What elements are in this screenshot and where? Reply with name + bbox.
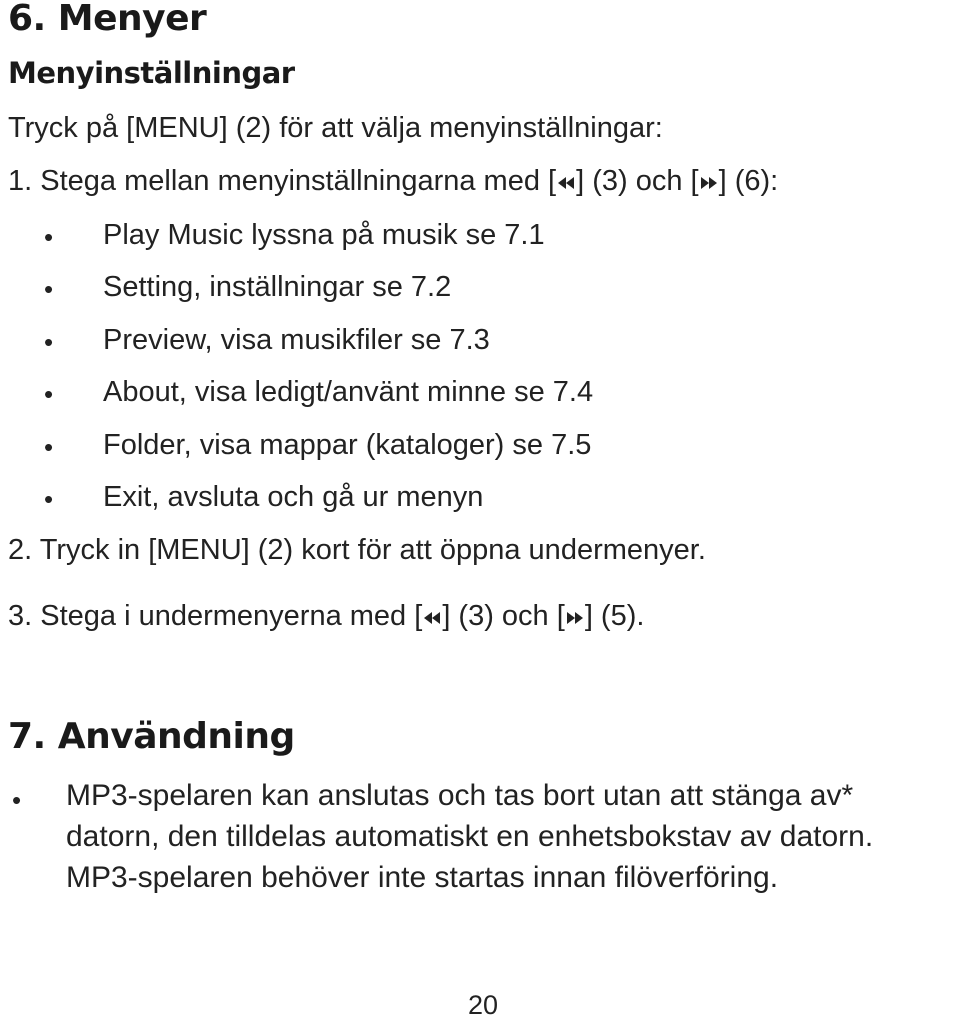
bullet-dot: • (44, 222, 54, 252)
bullet-dot: • (44, 432, 54, 462)
step-3-text-b: ] (3) och [ (442, 600, 565, 632)
usage-line-1: MP3-spelaren kan anslutas och tas bort utan att stänga av* (66, 779, 854, 812)
section-7-title: 7. Användning (8, 716, 295, 757)
menu-item-folder: Folder, visa mappar (kataloger) se 7.5 (103, 429, 592, 461)
rewind-icon (557, 174, 575, 192)
menu-item-play-music: Play Music lyssna på musik se 7.1 (103, 219, 545, 251)
step-1-text-a: 1. Stega mellan menyinställningarna med [ (8, 165, 557, 197)
step-3 (8, 600, 644, 633)
step-1 (8, 165, 778, 198)
fast-forward-icon (566, 609, 584, 627)
usage-line-2: datorn, den tilldelas automatiskt en enhetsbokstav av datorn. (66, 820, 874, 853)
page-number: 20 (468, 990, 499, 1020)
bullet-dot: • (44, 379, 54, 409)
step-3-text-a: 3. Stega i undermenyerna med [ (8, 600, 423, 632)
intro-text: Tryck på [MENU] (2) för att välja menyinställningar: (8, 112, 663, 144)
step-3-text-c: ] (5). (584, 600, 645, 632)
menu-item-setting: Setting, inställningar se 7.2 (103, 271, 452, 303)
step-1-text-c: ] (6): (718, 165, 779, 197)
section-6-subtitle: Menyinställningar (8, 56, 295, 90)
bullet-dot: • (44, 327, 54, 357)
menu-item-preview: Preview, visa musikfiler se 7.3 (103, 324, 490, 356)
usage-line-3: MP3-spelaren behöver inte startas innan filöverföring. (66, 861, 779, 894)
step-2: 2. Tryck in [MENU] (2) kort för att öppna undermenyer. (8, 534, 706, 566)
step-1-text-b: ] (3) och [ (576, 165, 699, 197)
menu-item-about: About, visa ledigt/använt minne se 7.4 (103, 376, 594, 408)
bullet-dot: • (44, 484, 54, 514)
bullet-dot: • (44, 274, 54, 304)
section-6-title: 6. Menyer (8, 0, 207, 39)
bullet-dot: • (12, 785, 22, 815)
rewind-icon (423, 609, 441, 627)
menu-item-exit: Exit, avsluta och gå ur menyn (103, 481, 484, 513)
fast-forward-icon (700, 174, 718, 192)
